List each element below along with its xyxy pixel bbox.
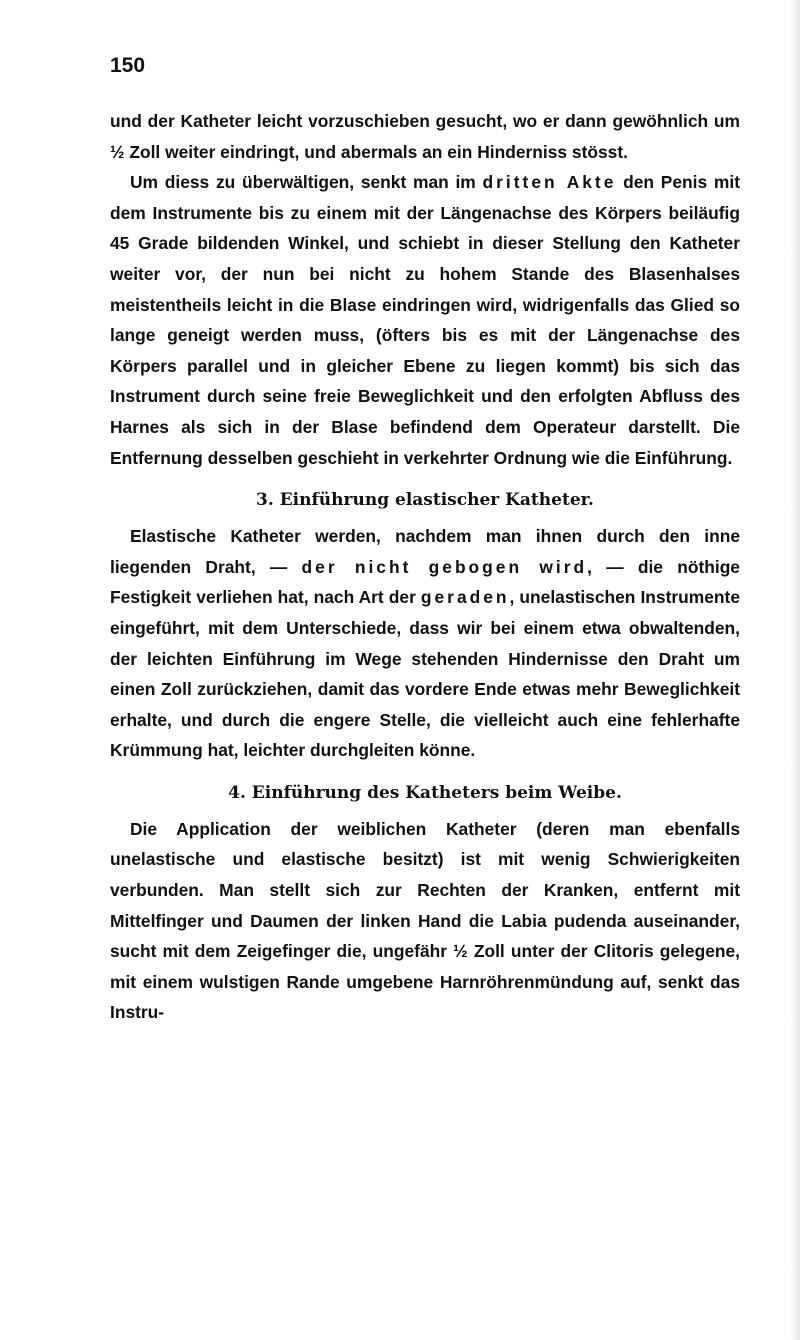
spaced-emphasis: geraden — [420, 587, 510, 608]
document-body — [110, 106, 740, 1028]
paragraph-weibe: Die Application der weiblichen Katheter (deren man ebenfalls unelastische und elastische besitzt) ist mit wenig Schwierigkeiten verbunden. Man stellt sich zur Rechten der Kranken, entfernt mit Mittelfinger und Daumen der linken Hand die Labia pudenda auseinander, sucht mit dem Zeigefinger die, ungefähr ½ Zoll unter der Clitoris gelegene, mit einem wulstigen Rande umgebene Harnröhrenmündung auf, senkt das Instru- — [110, 818, 740, 1023]
paragraph-text: , unelastischen Instrumente eingeführt, mit dem Unterschiede, dass wir bei einem etwa obwaltenden, der leichten Einführung im Wege stehenden Hindernisse den Draht um einen Zoll zurückziehen, damit das vordere Ende etwas mehr Beweglichkeit erhalte, und durch die engere Stelle, die vielleicht auch eine fehlerhafte Krümmung hat, leichter durchgleiten könne. — [110, 587, 740, 761]
section-heading-3: 3. Einführung elastischer Katheter. — [256, 490, 594, 511]
spaced-emphasis: der nicht gebogen wird — [301, 556, 588, 577]
spaced-emphasis: dritten Akte — [482, 172, 617, 193]
paragraph-dritter-akt — [110, 167, 740, 473]
page-number: 150 — [110, 54, 146, 77]
paragraph-text: den Penis mit dem Instrumente bis zu einem mit der Längenachse des Körpers beiläufig 45 Grade bildenden Winkel, und schiebt in dieser Stellung den Katheter weiter vor, der nun bei nicht zu hohem Stande des Blasenhalses meistentheils leicht in die Blase eindringen wird, widrigenfalls das Glied so lange geneigt werden muss, (öfters bis es mit der Längenachse des Körpers parallel und in gleicher Ebene zu liegen kommt) bis sich das Instrument durch seine freie Beweglichkeit und den erfolgten Abfluss des Harnes als sich in der Blase befindend dem Operateur darstellt. Die Entfernung desselben geschieht in verkehrter Ordnung wie die Einführung. — [110, 172, 741, 468]
section-heading-4: 4. Einführung des Katheters beim Weibe. — [228, 782, 622, 803]
page-edge-shadow — [790, 0, 800, 1340]
paragraph-text: Elastische Katheter werden, nachdem man ihnen durch den inne liegenden Draht, — — [110, 526, 740, 577]
paragraph-continuation: und der Katheter leicht vorzuschieben gesucht, wo er dann gewöhnlich um ½ Zoll weiter eindringt, und abermals an ein Hinderniss stösst. — [110, 111, 740, 162]
paragraph-text: Um diess zu überwältigen, senkt man im — [130, 172, 483, 193]
paragraph-elastische-katheter — [110, 521, 740, 766]
paragraph-text: , — die nöthige Festigkeit verliehen hat, nach Art der — [110, 556, 740, 608]
page-number-wrapper — [110, 54, 145, 78]
